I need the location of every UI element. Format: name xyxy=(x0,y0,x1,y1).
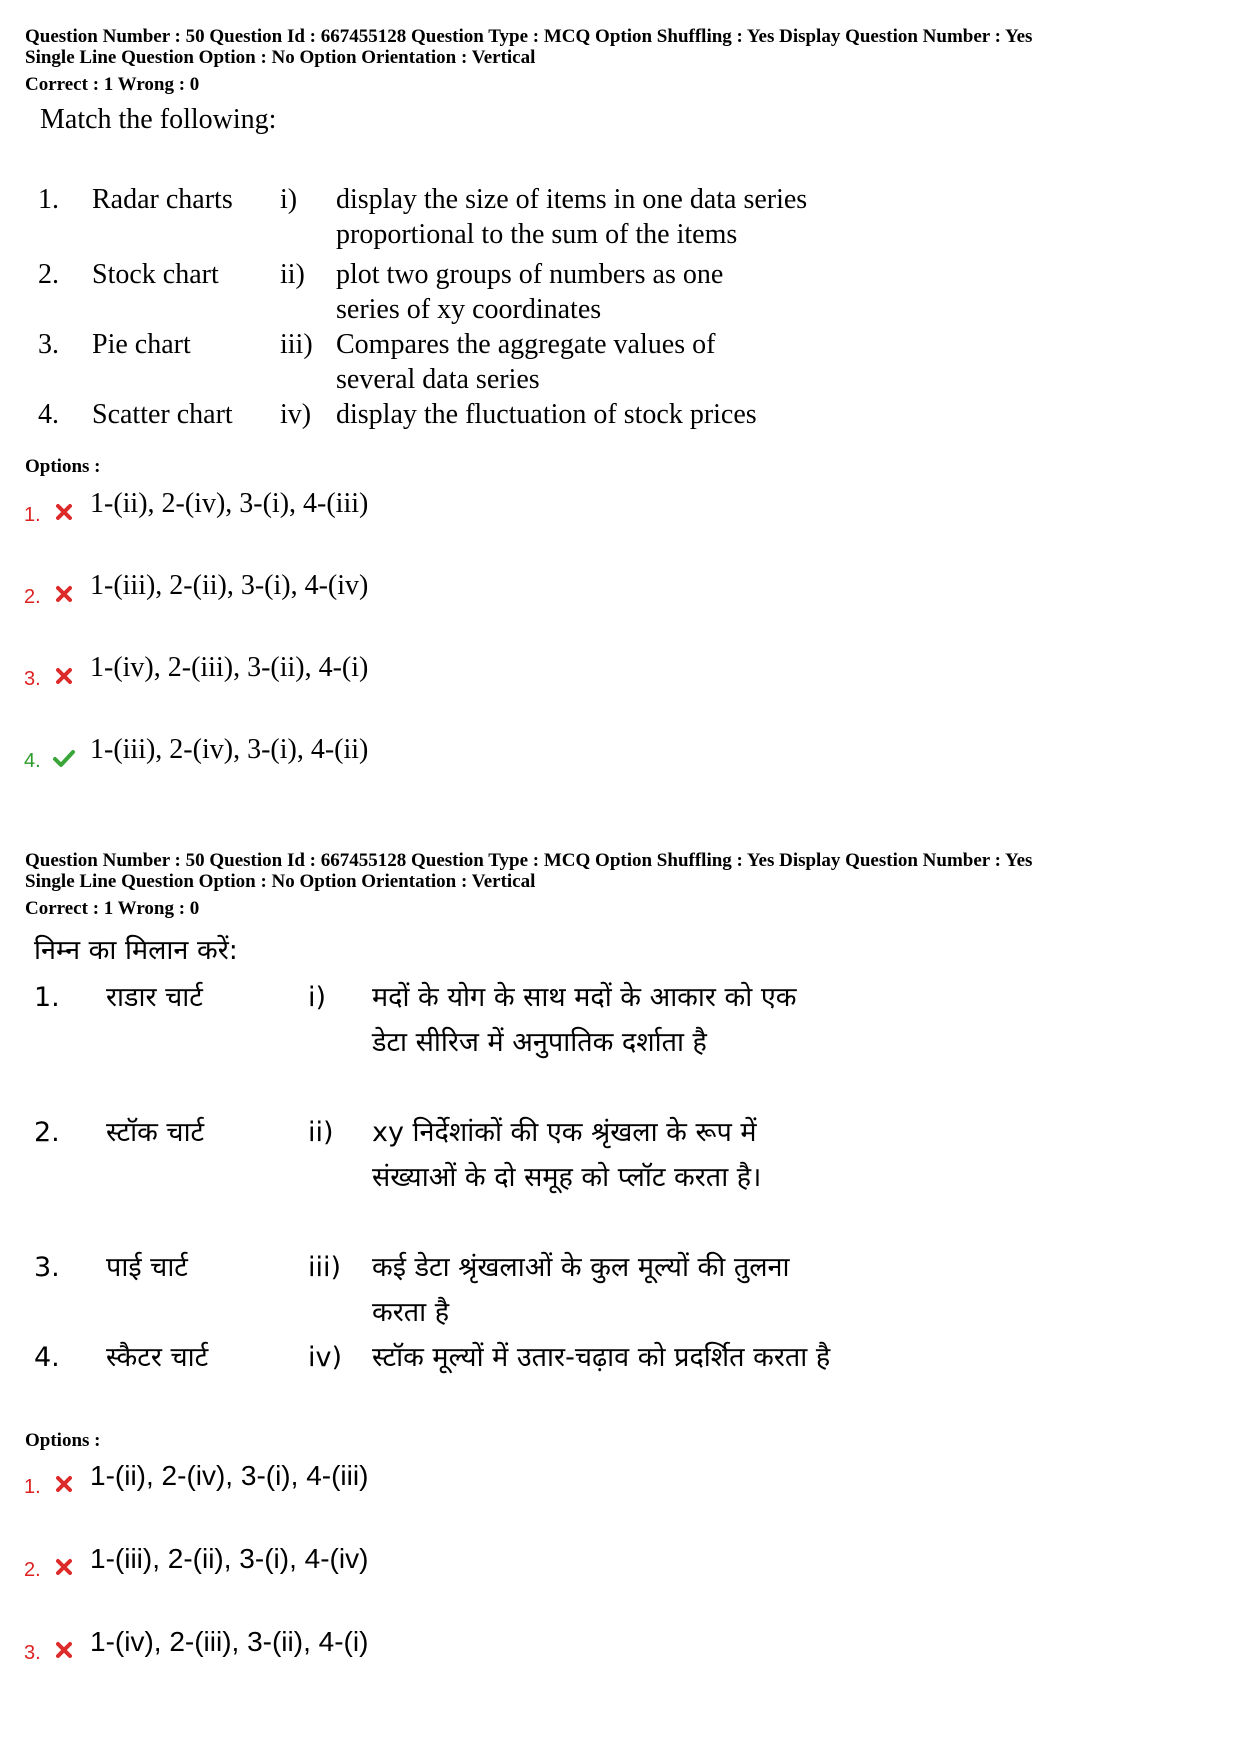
row-item: Radar charts xyxy=(92,184,233,215)
row-description: plot two groups of numbers as one series of xy coordinates xyxy=(336,259,724,325)
cross-icon xyxy=(52,664,76,688)
cross-icon xyxy=(52,500,76,524)
row-roman: iii) xyxy=(308,1252,342,1283)
row-number: 4. xyxy=(38,399,59,430)
row-number: 2. xyxy=(38,259,59,290)
option-number: 1. xyxy=(24,1476,41,1498)
meta-line-3: Correct : 1 Wrong : 0 xyxy=(25,898,200,919)
option-item[interactable] xyxy=(0,570,1240,620)
row-description: स्टॉक मूल्यों में उतार-चढ़ाव को प्रदर्शित करता है xyxy=(372,1342,831,1373)
row-description: xy निर्देशांकों की एक श्रृंखला के रूप में संख्याओं के दो समूह को प्लॉट करता है। xyxy=(372,1117,762,1193)
option-text: 1-(ii), 2-(iv), 3-(i), 4-(iii) xyxy=(90,1460,369,1491)
options-label: Options : xyxy=(25,1430,101,1451)
row-roman: i) xyxy=(280,184,298,215)
row-description: display the size of items in one data series proportional to the sum of the items xyxy=(336,184,808,250)
option-item[interactable] xyxy=(0,1543,1240,1593)
row-number: 1. xyxy=(38,184,59,215)
option-number: 2. xyxy=(24,586,41,608)
row-roman: ii) xyxy=(280,259,305,290)
row-description: Compares the aggregate values of several data series xyxy=(336,329,716,395)
meta-line-1: Question Number : 50 Question Id : 667455128 Question Type : MCQ Option Shuffling : Yes Display Question Number : Yes xyxy=(25,26,1033,47)
row-roman: iv) xyxy=(280,399,312,430)
option-item[interactable] xyxy=(0,734,1240,784)
question-title: Match the following: xyxy=(40,104,277,135)
row-item: राडार चार्ट xyxy=(106,982,203,1013)
option-item[interactable] xyxy=(0,1460,1240,1510)
cross-icon xyxy=(52,1638,76,1662)
meta-line-1: Question Number : 50 Question Id : 667455128 Question Type : MCQ Option Shuffling : Yes Display Question Number : Yes xyxy=(25,850,1033,871)
row-item: Stock chart xyxy=(92,259,219,290)
row-roman: i) xyxy=(308,982,327,1013)
option-number: 3. xyxy=(24,668,41,690)
row-number: 2. xyxy=(34,1117,60,1148)
cross-icon xyxy=(52,582,76,606)
row-description: मदों के योग के साथ मदों के आकार को एक डेटा सीरिज में अनुपातिक दर्शाता है xyxy=(372,982,797,1058)
check-icon xyxy=(52,746,76,770)
meta-line-2: Single Line Question Option : No Option Orientation : Vertical xyxy=(25,871,536,892)
option-number: 1. xyxy=(24,504,41,526)
question-meta xyxy=(25,850,1032,919)
row-number: 4. xyxy=(34,1342,60,1373)
row-item: Scatter chart xyxy=(92,399,233,430)
option-text: 1-(iv), 2-(iii), 3-(ii), 4-(i) xyxy=(90,1626,369,1657)
cross-icon xyxy=(52,1472,76,1496)
row-roman: iii) xyxy=(280,329,313,360)
row-item: स्टॉक चार्ट xyxy=(106,1117,205,1148)
option-number: 3. xyxy=(24,1642,41,1664)
row-number: 3. xyxy=(34,1252,60,1283)
option-text: 1-(iii), 2-(iv), 3-(i), 4-(ii) xyxy=(90,734,369,765)
row-number: 1. xyxy=(34,982,60,1013)
option-item[interactable] xyxy=(0,488,1240,538)
row-description: display the fluctuation of stock prices xyxy=(336,399,757,430)
option-item[interactable] xyxy=(0,1626,1240,1676)
option-number: 4. xyxy=(24,750,41,772)
row-number: 3. xyxy=(38,329,59,360)
meta-line-3: Correct : 1 Wrong : 0 xyxy=(25,74,200,95)
row-item: पाई चार्ट xyxy=(106,1252,188,1283)
option-number: 2. xyxy=(24,1559,41,1581)
option-text: 1-(iii), 2-(ii), 3-(i), 4-(iv) xyxy=(90,570,369,601)
row-item: Pie chart xyxy=(92,329,191,360)
meta-line-2: Single Line Question Option : No Option Orientation : Vertical xyxy=(25,47,536,68)
row-roman: iv) xyxy=(308,1342,343,1373)
question-meta xyxy=(25,26,1032,95)
option-text: 1-(ii), 2-(iv), 3-(i), 4-(iii) xyxy=(90,488,369,519)
cross-icon xyxy=(52,1555,76,1579)
option-text: 1-(iii), 2-(ii), 3-(i), 4-(iv) xyxy=(90,1543,369,1574)
option-text: 1-(iv), 2-(iii), 3-(ii), 4-(i) xyxy=(90,652,369,683)
row-description: कई डेटा श्रृंखलाओं के कुल मूल्यों की तुलना करता है xyxy=(372,1252,790,1328)
question-title: निम्न का मिलान करें: xyxy=(34,935,238,966)
options-label: Options : xyxy=(25,456,101,477)
row-roman: ii) xyxy=(308,1117,334,1148)
row-item: स्कैटर चार्ट xyxy=(106,1342,209,1373)
option-item[interactable] xyxy=(0,652,1240,702)
